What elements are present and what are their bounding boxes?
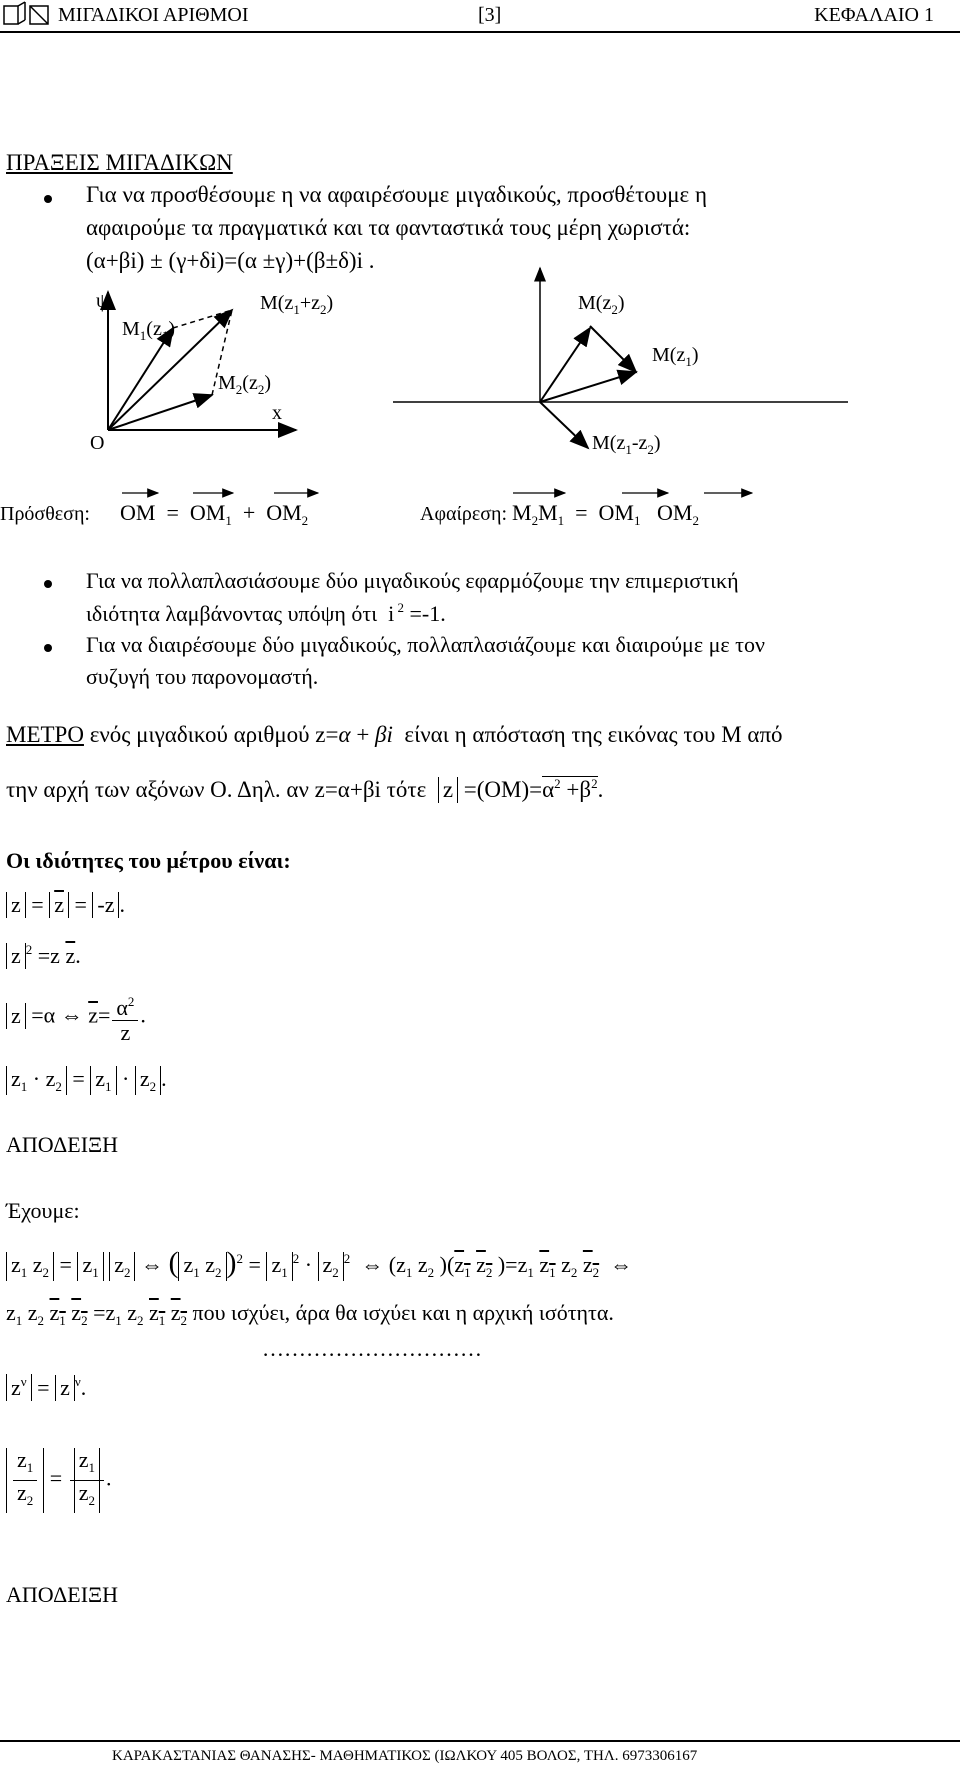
bullet1-line2: αφαιρούμε τα πραγματικά και τα φανταστικά τους μέρη χωριστά: xyxy=(86,215,691,240)
property-2: z $^2$ =z $\overline{z}$. xyxy=(6,942,81,969)
footer-rule xyxy=(0,1740,960,1742)
bullet3-line2: συζυγή του παρονομαστή. xyxy=(86,664,319,689)
label-x: x xyxy=(272,402,282,424)
metro-line1: ΜΕΤΡΟ ενός μιγαδικού αριθμού z=α + βi είναι η απόσταση της εικόνας του Μ από xyxy=(6,722,783,747)
proof-line-1: $z_1$ $z_2 = z_1$ $z_2$ ⇔ ( $z_1$ $z_2$ )$^2 = z_1^2 \cdot z_2^2$ ⇔ ($z_1$ $z_2$ )($z_1$ $z_2$ )$=z_1$ $z_1$ $z_2$ $z_2$ ⇔ xyxy=(6,1246,632,1281)
label-M1: $M_1(z_1)$ xyxy=(122,318,176,343)
label-Mdiff: $M(z_1-z_2)$ xyxy=(592,432,661,457)
property-5: $z^\nu = z$ $^\nu$. xyxy=(6,1374,86,1401)
properties-heading: Οι ιδιότητες του μέτρου είναι: xyxy=(6,848,291,873)
have-label: Έχουμε: xyxy=(6,1198,80,1223)
proof-heading-1: ΑΠΟΔΕΙΞΗ xyxy=(6,1132,119,1157)
proof-line-2: $z_1$ $z_2$ $z_1$ $z_2 =z_1$ $z_2$ $z_1$ $z_2$ που ισχύει, άρα θα ισχύει και η αρχική ισότητα. xyxy=(6,1300,614,1328)
label-psi: ψ xyxy=(96,290,109,312)
header-page-number: [3] xyxy=(478,4,502,26)
dots-line: ………………………… xyxy=(262,1336,482,1361)
property-3: z =α ⇔ $\overline{z}=$ $\frac{\alpha^2}{z}$ . xyxy=(6,990,146,1045)
bullet1-formula: (α+βi) ± (γ+δi)=(α ±γ)+(β±δ)i . xyxy=(86,248,375,273)
bullet2-line2: ιδιότητα λαμβάνοντας υπόψη ότι i $^2$ =-1. xyxy=(86,600,446,626)
subtraction-label: Αφαίρεση: xyxy=(420,503,508,525)
header-title: ΜΙΓΑΔΙΚΟΙ ΑΡΙΘΜΟΙ xyxy=(58,4,249,26)
addition-formula: OM = $OM_1 + OM_2$ xyxy=(120,500,309,528)
bullet2-line1: Για να πολλαπλασιάσουμε δύο μιγαδικούς εφαρμόζουμε την επιμεριστική xyxy=(86,568,739,593)
property-4: $z_1 \cdot z_2 = z_1 \cdot z_2$ . xyxy=(6,1066,167,1095)
property-1: $z = \overline{z} = -z$ . xyxy=(6,892,125,918)
footer-text: ΚΑΡΑΚΑΣΤΑΝΙΑΣ ΘΑΝΑΣΗΣ- ΜΑΘΗΜΑΤΙΚΟΣ (ΙΩΛΚΟΥ 405 ΒΟΛΟΣ, ΤΗΛ. 6973306167 xyxy=(112,1748,698,1764)
label-M2: $M_2(z_2)$ xyxy=(218,372,272,397)
proof-heading-2: ΑΠΟΔΕΙΞΗ xyxy=(6,1582,119,1607)
header-chapter: ΚΕΦΑΛΑΙΟ 1 xyxy=(814,4,934,26)
section-heading: ΠΡΑΞΕΙΣ ΜΙΓΑΔΙΚΩΝ xyxy=(6,150,233,175)
metro-line2: την αρχή των αξόνων Ο. Δηλ. αν z=α+βi τότε $z =(OM)=\alpha^2 +\beta^2$. xyxy=(6,776,604,802)
property-6: $\frac{z_1}{z_2}$ = $\frac{z_1}{z_2}$ . xyxy=(6,1448,111,1513)
bullet3-line1: Για να διαιρέσουμε δύο μιγαδικούς, πολλαπλασιάζουμε και διαιρούμε με τον xyxy=(86,632,765,657)
addition-label: Πρόσθεση: xyxy=(0,503,90,525)
label-Mz1: $M(z_1)$ xyxy=(652,344,699,369)
bullet-marker xyxy=(44,580,52,588)
bullet-marker xyxy=(44,644,52,652)
subtraction-formula: $M_2M_1 = OM_1$ $OM_2$ xyxy=(512,500,699,528)
bullet1-line1: Για να προσθέσουμε η να αφαιρέσουμε μιγαδικούς, προσθέτουμε η xyxy=(86,182,707,207)
vector-arrows xyxy=(0,0,960,540)
label-Mz2: $M(z_2)$ xyxy=(578,292,625,317)
label-origin: O xyxy=(90,432,105,454)
label-Msum: $M(z_1+z_2)$ xyxy=(260,292,334,317)
